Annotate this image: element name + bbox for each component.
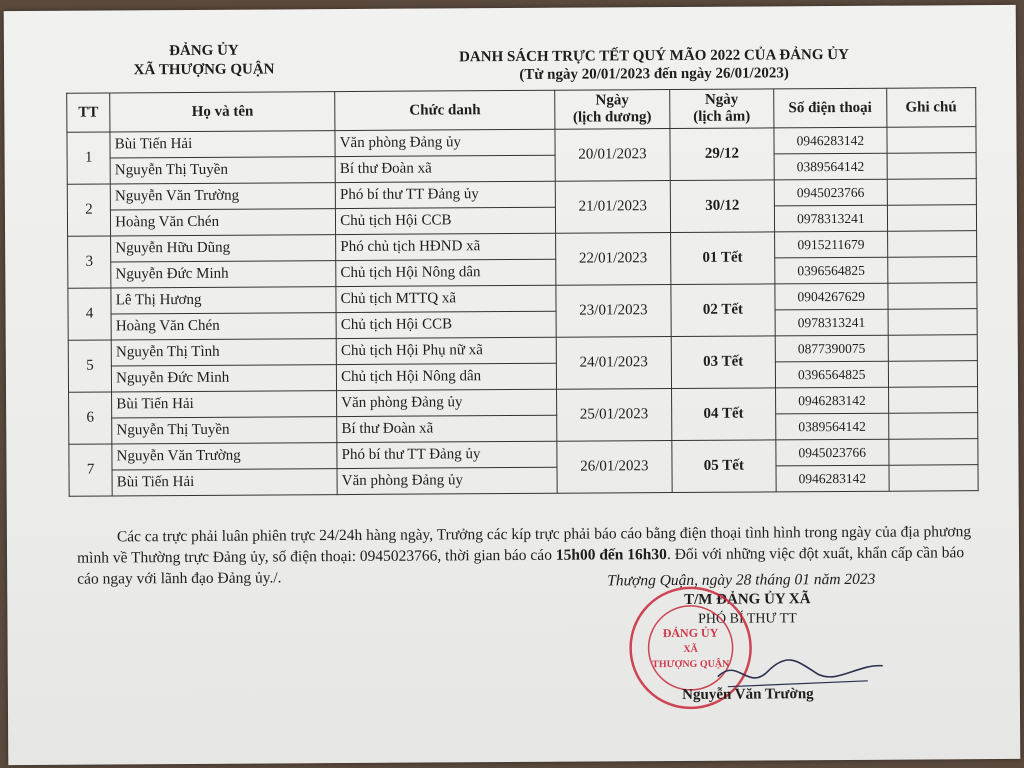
cell-note	[888, 335, 978, 362]
cell-name: Nguyễn Đức Minh	[112, 365, 337, 392]
cell-role: Chủ tịch MTTQ xã	[336, 285, 556, 312]
cell-lunar-date: 30/12	[670, 180, 775, 233]
cell-role: Chủ tịch Hội Nông dân	[336, 259, 556, 286]
header-lunar-date	[669, 89, 774, 129]
cell-phone: 0904267629	[775, 283, 888, 310]
cell-phone: 0978313241	[774, 205, 887, 232]
cell-lunar-date: 02 Tết	[671, 284, 776, 337]
cell-note	[888, 309, 978, 336]
cell-phone: 0978313241	[775, 309, 888, 336]
header-solar-line2: (lịch dương)	[572, 109, 652, 126]
cell-lunar-date: 03 Tết	[671, 336, 776, 389]
header-lunar-line2: (lịch âm)	[693, 108, 751, 125]
header-tt: TT	[67, 93, 110, 132]
cell-phone: 0389564142	[774, 153, 887, 180]
header-solar-date	[555, 90, 670, 130]
org-line-1: ĐẢNG ỦY	[169, 42, 239, 60]
issuing-organization	[104, 41, 304, 80]
cell-note	[887, 283, 977, 310]
cell-note	[888, 413, 978, 440]
cell-tt: 5	[68, 340, 112, 392]
table-row	[69, 465, 978, 497]
title-line-2: (Từ ngày 20/01/2023 đến ngày 26/01/2023)	[519, 65, 789, 83]
title-line-1: DANH SÁCH TRỰC TẾT QUÝ MÃO 2022 CỦA ĐẢNG ỦY	[458, 46, 849, 66]
cell-role: Văn phòng Đảng ủy	[335, 129, 555, 156]
signing-organization: T/M ĐẢNG ỦY XÃ	[684, 591, 811, 608]
cell-role: Văn phòng Đảng ủy	[337, 389, 557, 416]
cell-note	[887, 179, 977, 206]
seal-text-2: XÃ	[683, 643, 698, 655]
header-role: Chức danh	[335, 90, 555, 130]
cell-solar-date: 25/01/2023	[557, 389, 672, 442]
cell-solar-date: 26/01/2023	[557, 441, 672, 494]
instructions-text-2: . Đối với những việc đột xuất, khẩn cấp cần báo cáo ngay với lãnh đạo Đảng ủy./.	[77, 543, 965, 588]
cell-name: Nguyễn Văn Trường	[110, 183, 335, 210]
cell-phone: 0396564825	[775, 257, 888, 284]
cell-name: Bùi Tiến Hải	[112, 469, 337, 496]
header-phone: Số điện thoại	[774, 88, 887, 128]
instructions-text-1: Các ca trực phải luân phiên trực 24/24h hàng ngày, Trưởng các kíp trực phải báo cáo bằng điện thoại tình hình trong ngày của địa phương mình về Thường trực Đảng ủy, số điện thoại: 0945023766, thời gian báo cáo	[76, 522, 972, 567]
cell-note	[887, 257, 977, 284]
cell-role: Bí thư Đoàn xã	[335, 155, 555, 182]
cell-role: Chủ tịch Hội CCB	[336, 311, 556, 338]
cell-name: Bùi Tiến Hải	[110, 131, 335, 158]
document-title	[404, 46, 904, 85]
cell-tt: 1	[67, 132, 111, 184]
cell-tt: 6	[69, 392, 113, 444]
cell-note	[889, 465, 979, 492]
cell-name: Hoàng Văn Chén	[111, 209, 336, 236]
cell-solar-date: 22/01/2023	[556, 233, 671, 286]
signature-stroke	[718, 659, 883, 678]
cell-name: Nguyễn Đức Minh	[111, 261, 336, 288]
report-time: 15h00 đến 16h30	[555, 545, 667, 564]
org-line-2: XÃ THƯỢNG QUẬN	[133, 61, 275, 79]
cell-lunar-date: 01 Tết	[670, 232, 775, 285]
seal-text-1: ĐẢNG ỦY	[662, 625, 719, 641]
cell-solar-date: 24/01/2023	[556, 337, 671, 390]
cell-lunar-date: 05 Tết	[671, 440, 776, 493]
header-solar-line1: Ngày	[595, 92, 629, 109]
cell-name: Nguyễn Văn Trường	[112, 443, 337, 470]
cell-note	[887, 205, 977, 232]
cell-name: Nguyễn Thị Tuyền	[110, 157, 335, 184]
cell-name: Bùi Tiến Hải	[112, 391, 337, 418]
cell-phone: 0946283142	[774, 127, 887, 154]
cell-tt: 3	[68, 236, 112, 288]
signer-name: Nguyễn Văn Trường	[682, 686, 814, 703]
cell-role: Chủ tịch Hội Nông dân	[337, 363, 557, 390]
cell-solar-date: 21/01/2023	[555, 181, 670, 234]
cell-note	[888, 361, 978, 388]
cell-role: Phó chủ tịch HĐND xã	[336, 233, 556, 260]
signer-position: PHÓ BÍ THƯ TT	[698, 611, 797, 627]
cell-name: Lê Thị Hương	[111, 287, 336, 314]
cell-role: Phó bí thư TT Đảng ủy	[335, 181, 555, 208]
cell-solar-date: 20/01/2023	[555, 129, 670, 182]
cell-solar-date: 23/01/2023	[556, 285, 671, 338]
cell-tt: 4	[68, 288, 112, 340]
duty-schedule-table	[66, 87, 978, 497]
cell-lunar-date: 04 Tết	[671, 388, 776, 441]
cell-phone: 0945023766	[776, 439, 889, 466]
cell-role: Chủ tịch Hội CCB	[336, 207, 556, 234]
cell-note	[888, 387, 978, 414]
document-page	[4, 5, 1021, 765]
place-date: Thượng Quận, ngày 28 tháng 01 năm 2023	[607, 570, 876, 590]
cell-lunar-date: 29/12	[670, 128, 775, 181]
seal-text-3: THƯỢNG QUẬN	[652, 658, 730, 671]
cell-note	[888, 439, 978, 466]
cell-name: Nguyễn Hữu Dũng	[111, 235, 336, 262]
cell-phone: 0915211679	[775, 231, 888, 258]
cell-note	[886, 127, 976, 154]
cell-role: Bí thư Đoàn xã	[337, 415, 557, 442]
cell-phone: 0396564825	[775, 361, 888, 388]
cell-phone: 0877390075	[775, 335, 888, 362]
cell-name: Hoàng Văn Chén	[111, 313, 336, 340]
cell-role: Chủ tịch Hội Phụ nữ xã	[336, 337, 556, 364]
cell-tt: 2	[67, 184, 111, 236]
cell-role: Văn phòng Đảng ủy	[337, 467, 557, 494]
cell-note	[887, 231, 977, 258]
cell-phone: 0946283142	[776, 387, 889, 414]
cell-name: Nguyễn Thị Tuyền	[112, 417, 337, 444]
header-name: Họ và tên	[110, 92, 335, 132]
cell-note	[887, 153, 977, 180]
header-note: Ghi chú	[886, 88, 976, 128]
cell-tt: 7	[69, 444, 113, 496]
cell-role: Phó bí thư TT Đảng ủy	[337, 441, 557, 468]
cell-phone: 0946283142	[776, 465, 889, 492]
cell-name: Nguyễn Thị Tình	[111, 339, 336, 366]
header-lunar-line1: Ngày	[704, 91, 739, 108]
cell-phone: 0389564142	[776, 413, 889, 440]
cell-phone: 0945023766	[774, 179, 887, 206]
table-header-row	[67, 88, 976, 133]
